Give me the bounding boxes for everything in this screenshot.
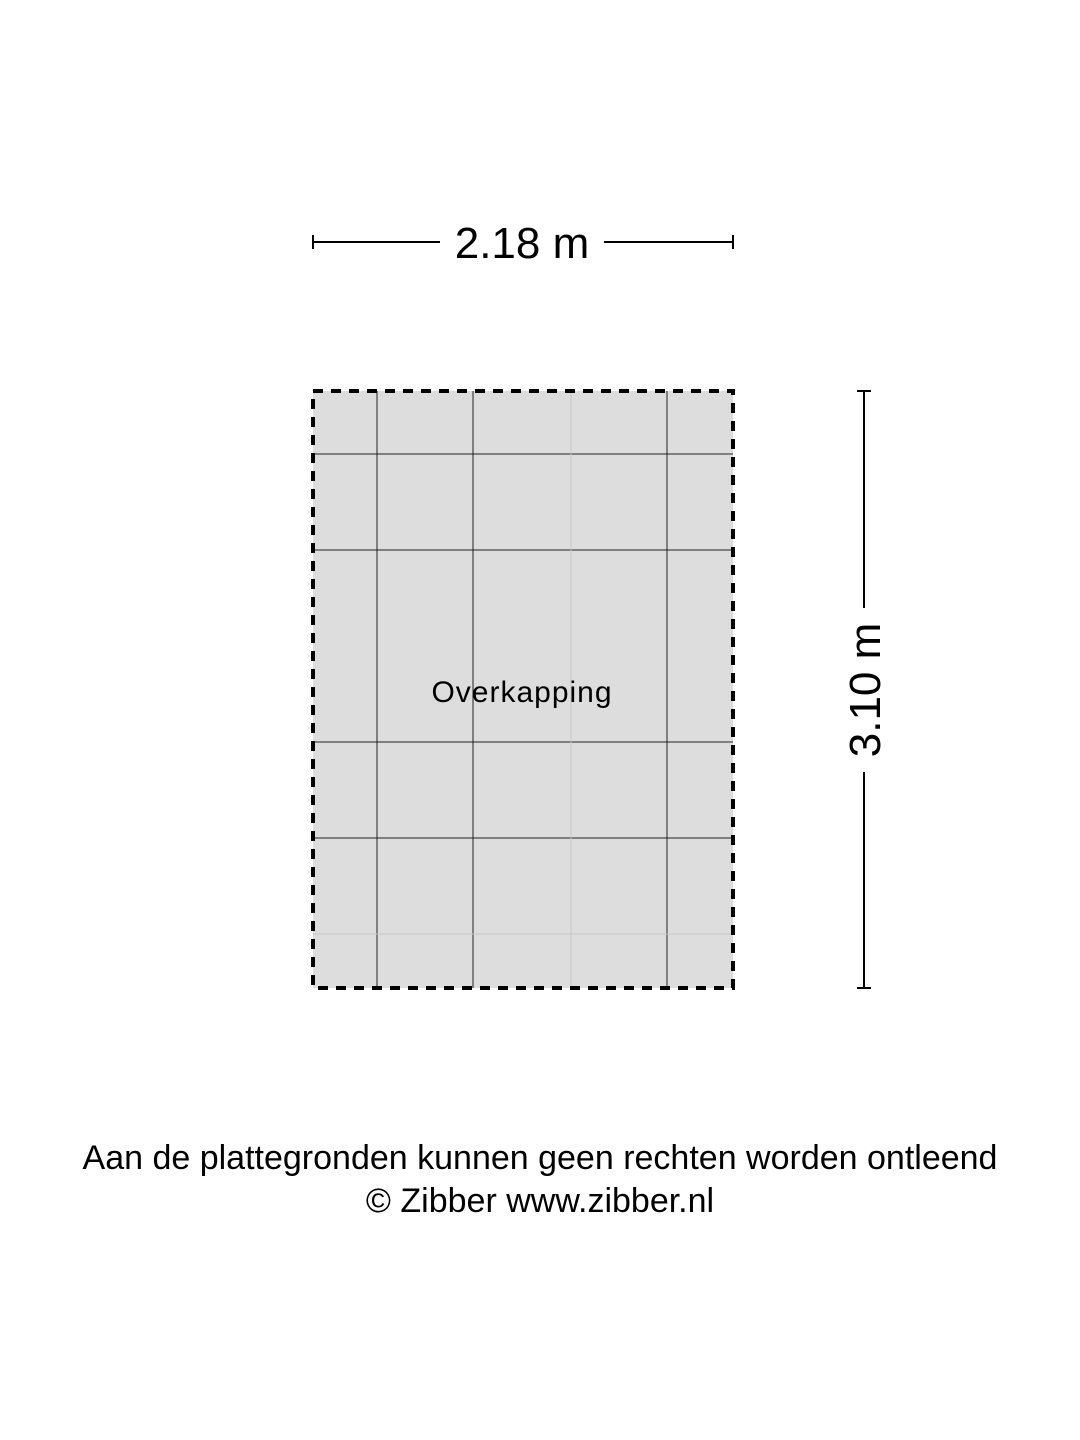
disclaimer-text: Aan de plattegronden kunnen geen rechten worden ontleend (82, 1139, 998, 1177)
height-dimension (841, 391, 890, 988)
copyright-text: © Zibber www.zibber.nl (365, 1182, 715, 1220)
width-dimension (313, 219, 733, 268)
room-overkapping (313, 391, 733, 988)
height-dimension-label: 3.10 m (841, 622, 890, 758)
room-label: Overkapping (431, 676, 613, 709)
width-dimension-label: 2.18 m (454, 219, 590, 268)
